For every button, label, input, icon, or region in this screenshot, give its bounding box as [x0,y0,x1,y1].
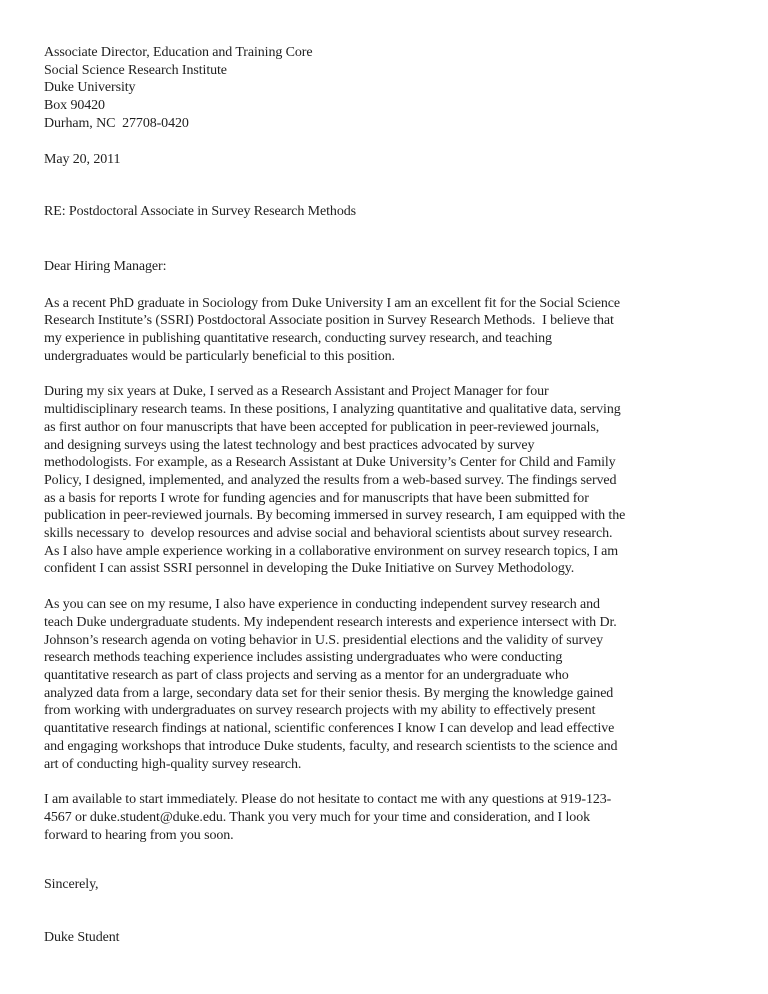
paragraph-line: As I also have ample experience working in a collaborative environment on survey research topics, I am [44,543,619,559]
paragraph [44,383,724,578]
address-line: Associate Director, Education and Training Core [44,45,313,60]
paragraph-line: as a basis for reports I wrote for funding agencies and for manuscripts that have been submitted for [44,490,589,506]
paragraph-line: Research Institute’s (SSRI) Postdoctoral Associate position in Survey Research Methods. I believe that [44,313,614,329]
paragraph-line: 4567 or duke.student@duke.edu. Thank you very much for your time and consideration, and I look [44,809,591,825]
paragraph-line: Johnson’s research agenda on voting behavior in U.S. presidential elections and the validity of survey [44,632,603,648]
paragraph-line: analyzed data from a large, secondary data set for their senior thesis. By merging the knowledge gained [44,685,614,701]
paragraph-line: art of conducting high-quality survey research. [44,756,302,772]
letter-date: May 20, 2011 [44,151,121,167]
address-line: Box 90420 [44,98,105,114]
salutation: Dear Hiring Manager: [44,258,167,274]
paragraph-line: research methods teaching experience includes assisting undergraduates who were conducting [44,650,563,666]
paragraph [44,791,724,844]
letter-paragraphs [44,295,724,845]
paragraph-line: publication in peer-reviewed journals. By becoming immersed in survey research, I am equipped with the [44,508,626,524]
subject-line: RE: Postdoctoral Associate in Survey Research Methods [44,204,356,220]
paragraph-line: quantitative research as part of class projects and serving as a mentor for an undergraduate who [44,667,569,683]
paragraph-line: forward to hearing from you soon. [44,827,234,843]
closing: Sincerely, [44,877,99,893]
address-line: Durham, NC 27708-0420 [44,115,189,131]
paragraph-line: confident I can assist SSRI personnel in developing the Duke Initiative on Survey Methodology. [44,561,575,577]
paragraph-line: and engaging workshops that introduce Duke students, faculty, and research scientists to the science and [44,738,618,754]
paragraph [44,596,724,773]
paragraph-line: and designing surveys using the latest technology and best practices advocated by survey [44,437,535,453]
paragraph-line: undergraduates would be particularly beneficial to this position. [44,348,395,364]
address-line: Duke University [44,80,136,96]
signature-name: Duke Student [44,930,120,946]
paragraph-line: skills necessary to develop resources and advise social and behavioral scientists about survey research. [44,526,613,542]
address-line: Social Science Research Institute [44,62,227,78]
paragraph-line: During my six years at Duke, I served as a Research Assistant and Project Manager for four [44,384,549,400]
paragraph-line: methodologists. For example, as a Research Assistant at Duke University’s Center for Child and Family [44,455,616,471]
recipient-address [44,44,724,133]
paragraph-line: teach Duke undergraduate students. My independent research interests and experience intersect with Dr. [44,614,617,630]
paragraph-line: As a recent PhD graduate in Sociology from Duke University I am an excellent fit for the Social Science [44,295,620,311]
paragraph-line: from working with undergraduates on survey research projects with my ability to effectively present [44,703,596,719]
paragraph-line: quantitative research findings at national, scientific conferences I know I can develop and lead effective [44,721,615,737]
paragraph [44,295,724,366]
paragraph-line: I am available to start immediately. Please do not hesitate to contact me with any questions at 919-123- [44,792,612,808]
paragraph-line: my experience in publishing quantitative research, conducting survey research, and teaching [44,331,552,347]
paragraph-line: As you can see on my resume, I also have experience in conducting independent survey research and [44,597,600,613]
paragraph-line: multidisciplinary research teams. In these positions, I analyzing quantitative and qualitative data, serving [44,402,621,418]
paragraph-line: as first author on four manuscripts that have been accepted for publication in peer-reviewed journals, [44,419,600,435]
paragraph-line: Policy, I designed, implemented, and analyzed the results from a web-based survey. The findings served [44,472,617,488]
